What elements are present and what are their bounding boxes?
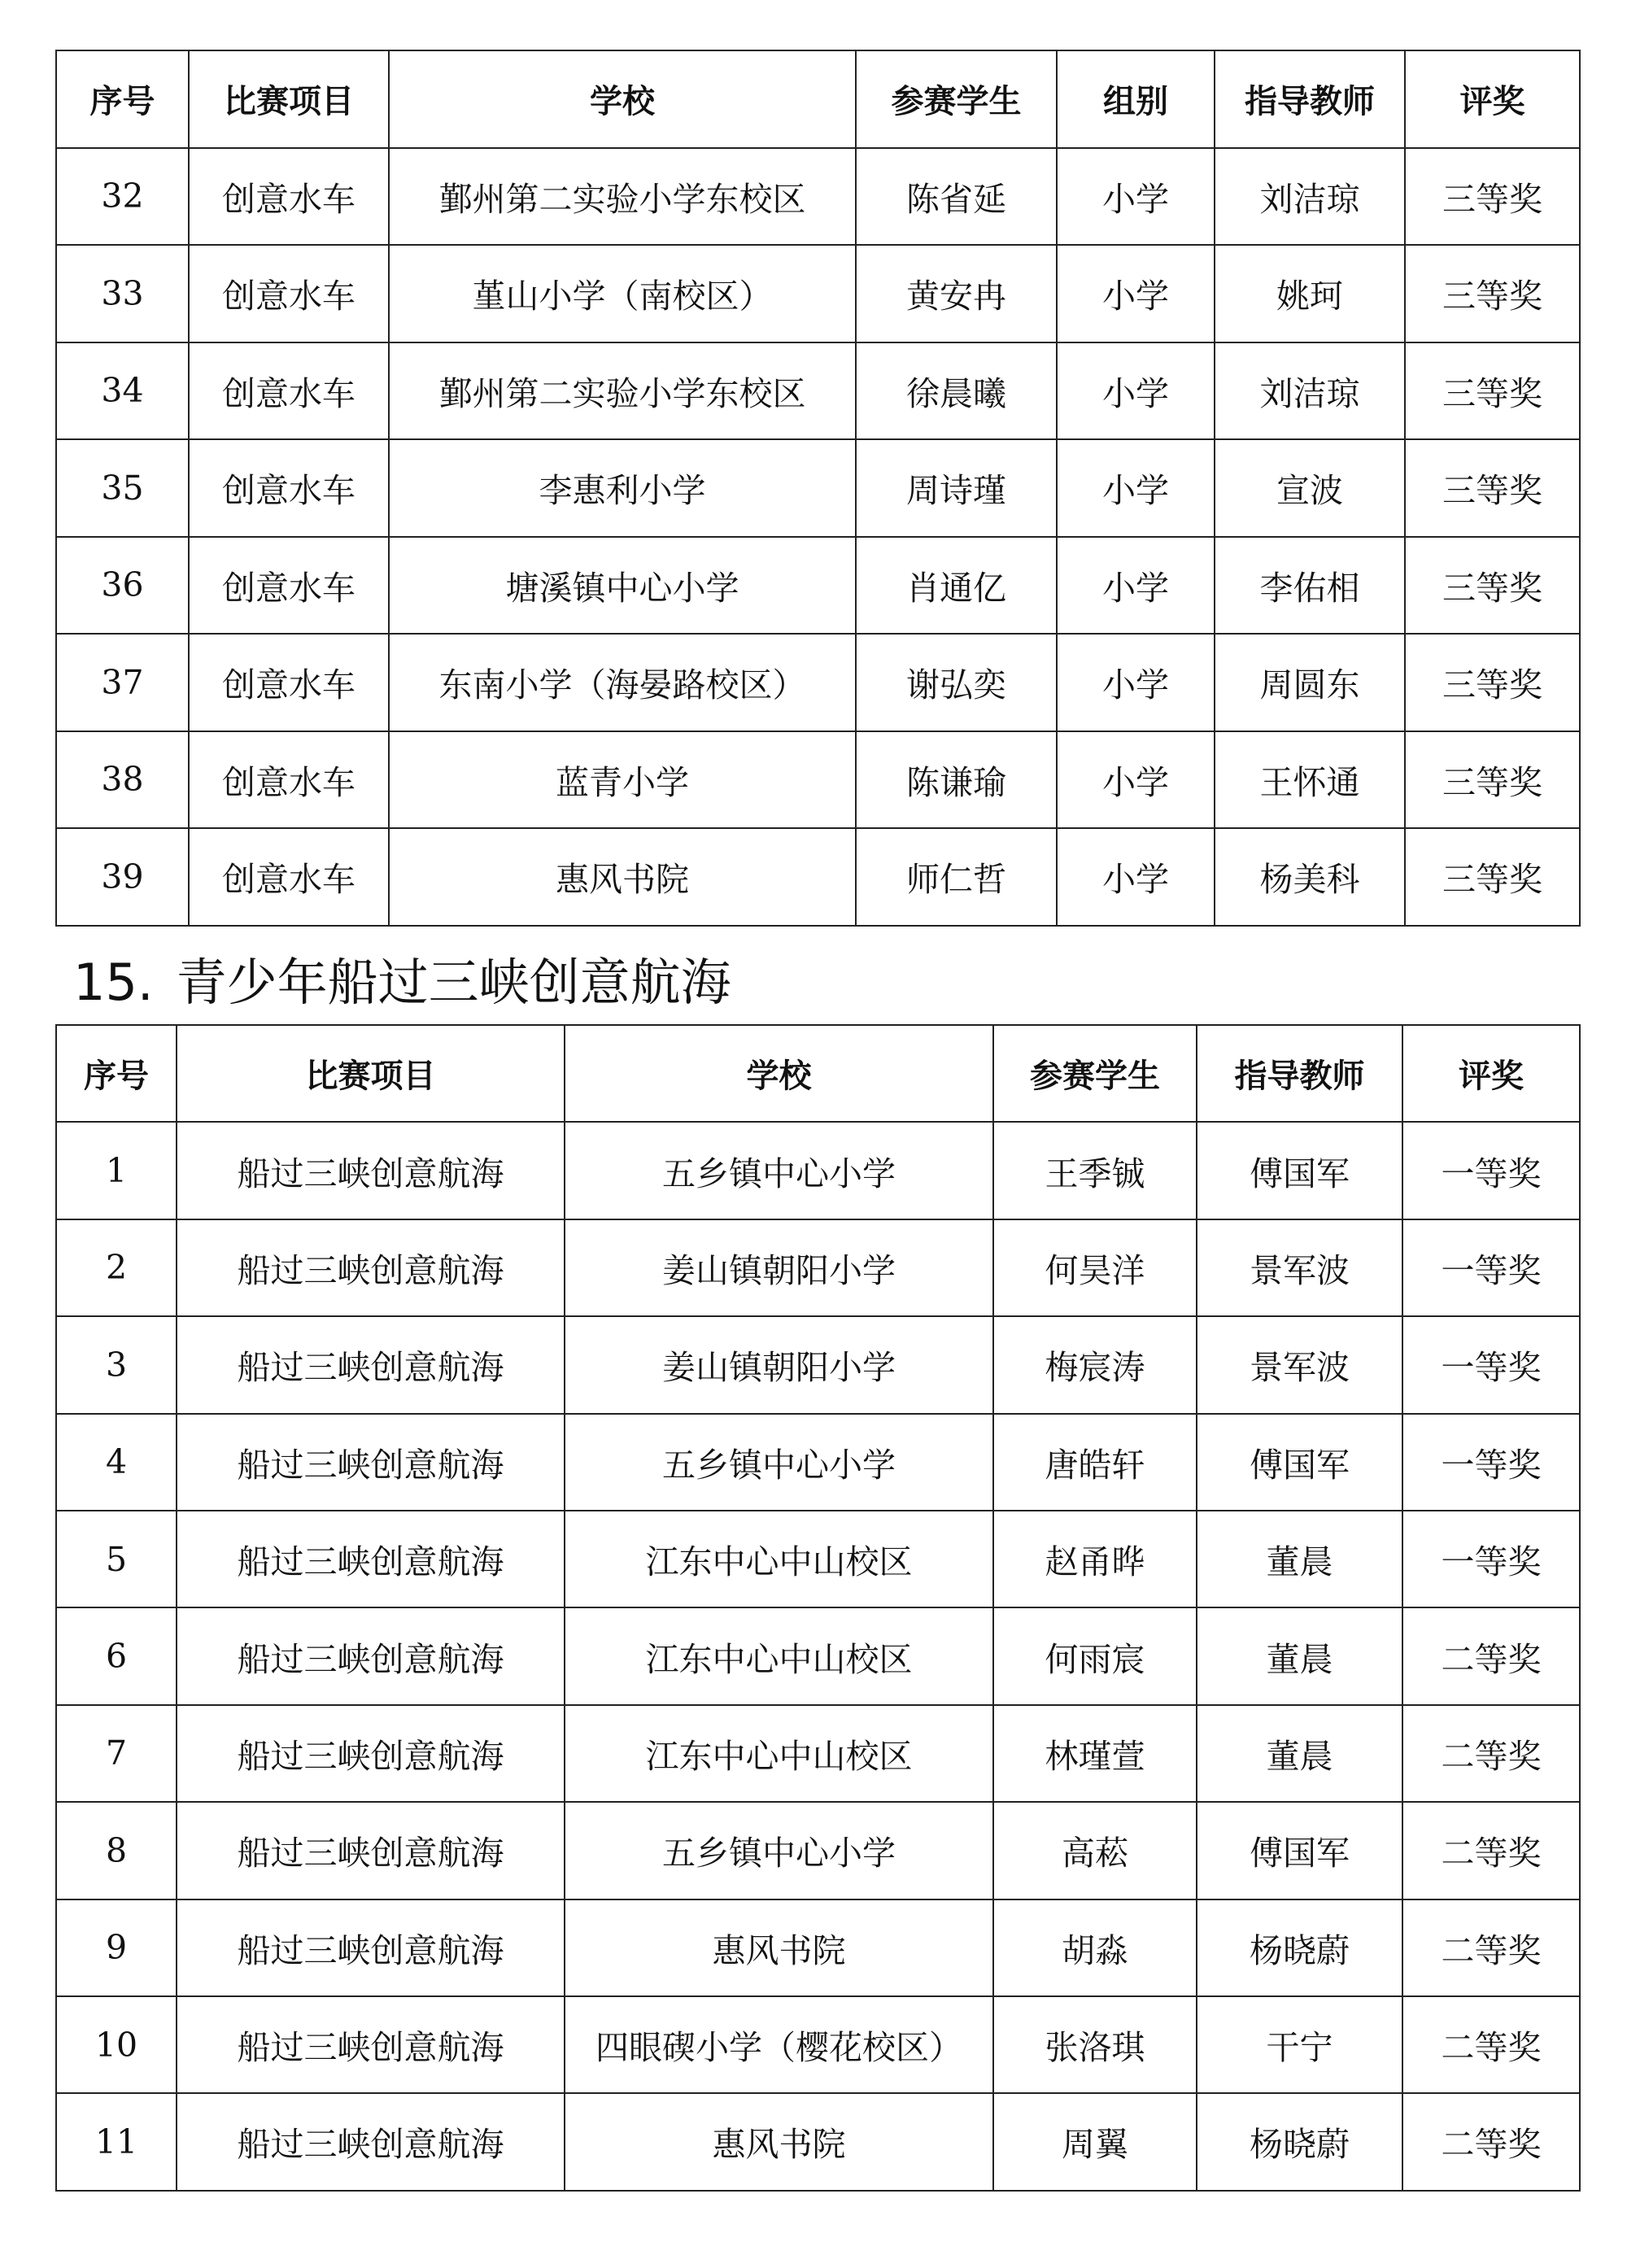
cell-school: 李惠利小学: [389, 439, 856, 537]
table-row: [56, 1122, 1580, 1219]
cell-award: 一等奖: [1402, 1219, 1580, 1316]
cell-student: 胡淼: [993, 1899, 1197, 1996]
table-row: [56, 1511, 1580, 1607]
section-title: 青少年船过三峡创意航海: [176, 953, 731, 1012]
cell-student: 师仁哲: [856, 828, 1057, 926]
cell-school: 惠风书院: [565, 1899, 993, 1996]
cell-index: 6: [56, 1607, 177, 1704]
cell-student: 陈省延: [856, 148, 1057, 246]
cell-event: 船过三峡创意航海: [177, 1607, 565, 1704]
cell-award: 二等奖: [1402, 1802, 1580, 1899]
cell-group: 小学: [1057, 148, 1215, 246]
cell-group: 小学: [1057, 634, 1215, 731]
header-teacher: 指导教师: [1215, 50, 1405, 148]
cell-event: 创意水车: [189, 245, 389, 342]
cell-teacher: 董晨: [1197, 1607, 1402, 1704]
table-row: [56, 1802, 1580, 1899]
cell-award: 二等奖: [1402, 2093, 1580, 2190]
cell-school: 塘溪镇中心小学: [389, 537, 856, 635]
cell-award: 一等奖: [1402, 1511, 1580, 1607]
cell-award: 一等奖: [1402, 1316, 1580, 1413]
cell-student: 肖通亿: [856, 537, 1057, 635]
cell-award: 三等奖: [1405, 342, 1580, 440]
table-row: [56, 1414, 1580, 1511]
cell-school: 江东中心中山校区: [565, 1607, 993, 1704]
cell-index: 11: [56, 2093, 177, 2190]
cell-award: 二等奖: [1402, 1996, 1580, 2093]
cell-school: 鄞州第二实验小学东校区: [389, 148, 856, 246]
cell-teacher: 干宁: [1197, 1996, 1402, 2093]
cell-student: 张洛琪: [993, 1996, 1197, 2093]
cell-event: 船过三峡创意航海: [177, 1705, 565, 1802]
cell-award: 一等奖: [1402, 1122, 1580, 1219]
cell-event: 船过三峡创意航海: [177, 1996, 565, 2093]
cell-award: 三等奖: [1405, 828, 1580, 926]
table-row: [56, 1899, 1580, 1996]
cell-event: 船过三峡创意航海: [177, 1122, 565, 1219]
cell-event: 船过三峡创意航海: [177, 1899, 565, 1996]
cell-event: 创意水车: [189, 342, 389, 440]
cell-award: 三等奖: [1405, 537, 1580, 635]
header-school: 学校: [389, 50, 856, 148]
cell-event: 创意水车: [189, 537, 389, 635]
table-row: [56, 439, 1580, 537]
cell-student: 何雨宸: [993, 1607, 1197, 1704]
cell-school: 惠风书院: [389, 828, 856, 926]
table-row: [56, 634, 1580, 731]
cell-teacher: 傅国军: [1197, 1802, 1402, 1899]
cell-teacher: 宣波: [1215, 439, 1405, 537]
cell-index: 33: [56, 245, 189, 342]
cell-award: 三等奖: [1405, 245, 1580, 342]
cell-school: 四眼碶小学（樱花校区）: [565, 1996, 993, 2093]
cell-student: 高菘: [993, 1802, 1197, 1899]
cell-event: 船过三峡创意航海: [177, 2093, 565, 2190]
table-row: [56, 1705, 1580, 1802]
cell-award: 二等奖: [1402, 1607, 1580, 1704]
cell-index: 34: [56, 342, 189, 440]
cell-teacher: 周圆东: [1215, 634, 1405, 731]
cell-index: 10: [56, 1996, 177, 2093]
cell-school: 鄞州第二实验小学东校区: [389, 342, 856, 440]
cell-teacher: 景军波: [1197, 1316, 1402, 1413]
cell-school: 东南小学（海晏路校区）: [389, 634, 856, 731]
table-header-row: [56, 1025, 1580, 1122]
table-row: [56, 2093, 1580, 2190]
cell-school: 惠风书院: [565, 2093, 993, 2190]
table-row: [56, 828, 1580, 926]
table-row: [56, 1607, 1580, 1704]
cell-event: 创意水车: [189, 634, 389, 731]
header-index: 序号: [56, 1025, 177, 1122]
cell-teacher: 董晨: [1197, 1705, 1402, 1802]
cell-school: 江东中心中山校区: [565, 1705, 993, 1802]
header-group: 组别: [1057, 50, 1215, 148]
awards-table-water-wheel: [55, 50, 1581, 927]
cell-event: 船过三峡创意航海: [177, 1511, 565, 1607]
cell-teacher: 刘洁琼: [1215, 148, 1405, 246]
cell-event: 创意水车: [189, 731, 389, 829]
table-row: [56, 1219, 1580, 1316]
table-row: [56, 342, 1580, 440]
cell-index: 32: [56, 148, 189, 246]
cell-student: 林瑾萱: [993, 1705, 1197, 1802]
cell-award: 二等奖: [1402, 1899, 1580, 1996]
table-row: [56, 1996, 1580, 2093]
header-event: 比赛项目: [177, 1025, 565, 1122]
header-index: 序号: [56, 50, 189, 148]
cell-school: 姜山镇朝阳小学: [565, 1219, 993, 1316]
table-row: [56, 731, 1580, 829]
cell-index: 39: [56, 828, 189, 926]
cell-teacher: 杨晓蔚: [1197, 1899, 1402, 1996]
cell-group: 小学: [1057, 245, 1215, 342]
cell-group: 小学: [1057, 537, 1215, 635]
cell-teacher: 杨美科: [1215, 828, 1405, 926]
header-award: 评奖: [1402, 1025, 1580, 1122]
cell-event: 船过三峡创意航海: [177, 1414, 565, 1511]
cell-student: 何昊洋: [993, 1219, 1197, 1316]
cell-award: 二等奖: [1402, 1705, 1580, 1802]
cell-event: 船过三峡创意航海: [177, 1802, 565, 1899]
cell-teacher: 刘洁琼: [1215, 342, 1405, 440]
cell-award: 三等奖: [1405, 439, 1580, 537]
cell-school: 姜山镇朝阳小学: [565, 1316, 993, 1413]
cell-student: 徐晨曦: [856, 342, 1057, 440]
cell-event: 创意水车: [189, 148, 389, 246]
cell-index: 37: [56, 634, 189, 731]
cell-school: 堇山小学（南校区）: [389, 245, 856, 342]
cell-index: 8: [56, 1802, 177, 1899]
cell-school: 五乡镇中心小学: [565, 1802, 993, 1899]
cell-index: 1: [56, 1122, 177, 1219]
cell-teacher: 董晨: [1197, 1511, 1402, 1607]
cell-teacher: 王怀通: [1215, 731, 1405, 829]
cell-award: 三等奖: [1405, 148, 1580, 246]
cell-teacher: 杨晓蔚: [1197, 2093, 1402, 2190]
header-student: 参赛学生: [993, 1025, 1197, 1122]
cell-group: 小学: [1057, 342, 1215, 440]
cell-index: 36: [56, 537, 189, 635]
cell-index: 7: [56, 1705, 177, 1802]
cell-student: 周诗瑾: [856, 439, 1057, 537]
cell-teacher: 傅国军: [1197, 1414, 1402, 1511]
cell-school: 蓝青小学: [389, 731, 856, 829]
cell-group: 小学: [1057, 828, 1215, 926]
cell-student: 梅宸涛: [993, 1316, 1197, 1413]
table-row: [56, 537, 1580, 635]
cell-student: 唐皓轩: [993, 1414, 1197, 1511]
cell-index: 5: [56, 1511, 177, 1607]
cell-event: 船过三峡创意航海: [177, 1316, 565, 1413]
cell-teacher: 李佑相: [1215, 537, 1405, 635]
section-heading: [73, 946, 731, 1019]
cell-award: 三等奖: [1405, 731, 1580, 829]
header-student: 参赛学生: [856, 50, 1057, 148]
cell-index: 38: [56, 731, 189, 829]
cell-index: 9: [56, 1899, 177, 1996]
cell-event: 船过三峡创意航海: [177, 1219, 565, 1316]
cell-event: 创意水车: [189, 439, 389, 537]
cell-student: 黄安冉: [856, 245, 1057, 342]
cell-student: 赵甬晔: [993, 1511, 1197, 1607]
header-award: 评奖: [1405, 50, 1580, 148]
cell-index: 35: [56, 439, 189, 537]
cell-student: 谢弘奕: [856, 634, 1057, 731]
table-row: [56, 245, 1580, 342]
header-teacher: 指导教师: [1197, 1025, 1402, 1122]
cell-school: 五乡镇中心小学: [565, 1122, 993, 1219]
header-event: 比赛项目: [189, 50, 389, 148]
cell-award: 三等奖: [1405, 634, 1580, 731]
table-row: [56, 148, 1580, 246]
cell-school: 江东中心中山校区: [565, 1511, 993, 1607]
table-header-row: [56, 50, 1580, 148]
cell-index: 2: [56, 1219, 177, 1316]
cell-group: 小学: [1057, 731, 1215, 829]
cell-school: 五乡镇中心小学: [565, 1414, 993, 1511]
cell-teacher: 傅国军: [1197, 1122, 1402, 1219]
awards-table-three-gorges: [55, 1024, 1581, 2192]
table-row: [56, 1316, 1580, 1413]
cell-group: 小学: [1057, 439, 1215, 537]
cell-student: 王季铖: [993, 1122, 1197, 1219]
cell-teacher: 姚珂: [1215, 245, 1405, 342]
cell-student: 陈谦瑜: [856, 731, 1057, 829]
cell-event: 创意水车: [189, 828, 389, 926]
cell-index: 3: [56, 1316, 177, 1413]
cell-award: 一等奖: [1402, 1414, 1580, 1511]
section-number: 15.: [73, 953, 154, 1012]
header-school: 学校: [565, 1025, 993, 1122]
cell-teacher: 景军波: [1197, 1219, 1402, 1316]
cell-student: 周翼: [993, 2093, 1197, 2190]
cell-index: 4: [56, 1414, 177, 1511]
